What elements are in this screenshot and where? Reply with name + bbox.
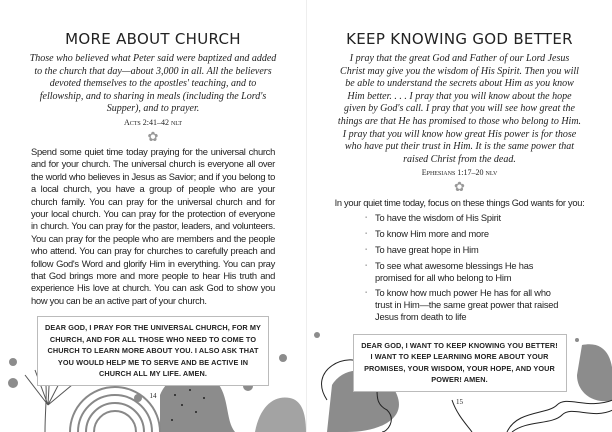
focus-list [365, 213, 565, 327]
prayer-box: DEAR GOD, I WANT TO KEEP KNOWING YOU BETTER! I WANT TO KEEP LEARNING MORE ABOUT YOUR PROMISES, YOUR WISDOM, YOUR HOPE, AND YOUR POWER! AMEN. [353, 334, 567, 392]
left-page-content [0, 0, 306, 401]
flower-icon: ✿ [454, 179, 465, 195]
scripture-quote: Those who believed what Peter said were baptized and added to the church that day—about 3,000 in all. All the believers devoted themselves to the apostles' teaching, and to fellowship, and to sharing in meals (including the Lord's Supper), and to prayer. [29, 53, 277, 115]
body-text: Spend some quiet time today praying for the universal church and for your church. The universal church is everyone all over the world who believes in Jesus as Savior; and if you belong to a local church, you have a group of people who are your church family. You can pray for the universal church and for your local church. You can pray for the protection of everyone in church. You can pray for the pastor, leaders, and volunteers. You can pray for the people who are members and the people who attend. You can pray for churches to carefully preach and follow God's Word and glorify Him in everything. You can pray that God brings more and more people to hear His truth and experience His love at church. You can ask God to show you how you can be an active part of your church. [31, 145, 275, 306]
list-item: ▪ To have the wisdom of His Spirit [365, 213, 565, 225]
page-title: MORE ABOUT CHURCH [65, 30, 241, 48]
page-number: 15 [456, 397, 463, 406]
scripture-reference: Ephesians 1:17–20 nlv [421, 168, 498, 178]
list-item: ▪ To know Him more and more [365, 229, 565, 241]
right-page [306, 0, 612, 432]
intro-text: In your quiet time today, focus on these things God wants for you: [334, 198, 585, 209]
list-item: ▪ To know how much power He has for all who trust in Him—the same great power that raised Jesus from death to life [365, 288, 565, 323]
page-number: 14 [149, 391, 157, 400]
list-item: ▪ To have great hope in Him [365, 245, 565, 257]
right-page-content [307, 0, 612, 407]
scripture-quote: I pray that the great God and Father of our Lord Jesus Christ may give you the wisdom of His Spirit. Then you will be able to understand the secrets about Him as you know Him better. . . . I pray that you will know about the hope given by God's call. I pray that you will see how great the things are that He has promised to those who belong to Him. I pray that you will know how great His power is for those who have put their trust in Him. It is the same power that raised Christ from the dead. [337, 53, 582, 165]
page-title: KEEP KNOWING GOD BETTER [346, 30, 573, 48]
scripture-reference: Acts 2:41–42 nlt [123, 117, 183, 127]
prayer-box: DEAR GOD, I PRAY FOR THE UNIVERSAL CHURCH, FOR MY CHURCH, AND FOR ALL THOSE WHO NEED TO COME TO CHURCH TO LEARN MORE ABOUT YOU. I ALSO ASK THAT YOU WOULD HELP ME TO SERVE AND BE ACTIVE IN CHURCH ALL MY LIFE. AMEN. [37, 316, 269, 386]
list-item: ▪ To see what awesome blessings He has promised for all who belong to Him [365, 261, 565, 285]
flower-icon: ✿ [147, 128, 159, 144]
